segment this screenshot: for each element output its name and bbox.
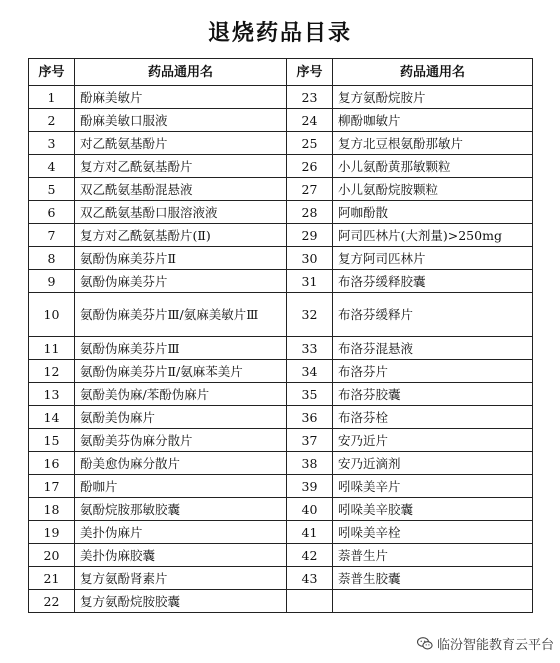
drug-table — [28, 58, 533, 613]
left-name-cell: 对乙酰氨基酚片 — [75, 132, 287, 155]
table-row — [29, 132, 533, 155]
watermark-text: 临汾智能教育云平台 — [436, 638, 554, 653]
right-num-cell: 37 — [287, 429, 333, 452]
right-num-cell: 36 — [287, 406, 333, 429]
right-num-cell: 42 — [287, 544, 333, 567]
table-row — [29, 293, 533, 337]
header-name-right: 药品通用名 — [333, 59, 533, 86]
table-row — [29, 567, 533, 590]
left-name-cell: 复方对乙酰氨基酚片(Ⅱ) — [75, 224, 287, 247]
right-num-cell: 43 — [287, 567, 333, 590]
left-name-cell: 复方氨酚烷胺胶囊 — [75, 590, 287, 613]
table-row — [29, 498, 533, 521]
table-row — [29, 544, 533, 567]
right-num-cell: 38 — [287, 452, 333, 475]
table-row — [29, 109, 533, 132]
left-name-cell: 氨酚美伪麻片 — [75, 406, 287, 429]
table-row — [29, 475, 533, 498]
table-row — [29, 360, 533, 383]
left-num-cell: 16 — [29, 452, 75, 475]
right-name-cell: 吲哚美辛栓 — [333, 521, 533, 544]
table-row — [29, 383, 533, 406]
table-row — [29, 270, 533, 293]
table-row — [29, 247, 533, 270]
right-name-cell: 柳酚咖敏片 — [333, 109, 533, 132]
table-row — [29, 406, 533, 429]
left-name-cell: 双乙酰氨基酚混悬液 — [75, 178, 287, 201]
right-num-cell: 33 — [287, 337, 333, 360]
right-num-cell: 29 — [287, 224, 333, 247]
right-name-cell: 小儿氨酚烷胺颗粒 — [333, 178, 533, 201]
left-num-cell: 21 — [29, 567, 75, 590]
right-num-cell: 28 — [287, 201, 333, 224]
right-name-cell: 布洛芬缓释胶囊 — [333, 270, 533, 293]
table-row — [29, 155, 533, 178]
right-name-cell: 复方北豆根氨酚那敏片 — [333, 132, 533, 155]
left-name-cell: 酚美愈伪麻分散片 — [75, 452, 287, 475]
left-num-cell: 11 — [29, 337, 75, 360]
left-num-cell: 3 — [29, 132, 75, 155]
left-num-cell: 18 — [29, 498, 75, 521]
right-num-cell: 30 — [287, 247, 333, 270]
left-name-cell: 酚咖片 — [75, 475, 287, 498]
left-num-cell: 20 — [29, 544, 75, 567]
right-num-cell: 23 — [287, 86, 333, 109]
right-name-cell: 萘普生片 — [333, 544, 533, 567]
left-num-cell: 9 — [29, 270, 75, 293]
table-header-row — [29, 59, 533, 86]
header-num-left: 序号 — [29, 59, 75, 86]
table-row — [29, 429, 533, 452]
page-title: 退烧药品目录 — [207, 20, 352, 46]
right-num-cell — [287, 590, 333, 613]
left-name-cell: 氨酚烷胺那敏胶囊 — [75, 498, 287, 521]
left-num-cell: 5 — [29, 178, 75, 201]
left-name-cell: 复方氨酚肾素片 — [75, 567, 287, 590]
right-num-cell: 25 — [287, 132, 333, 155]
right-name-cell: 布洛芬混悬液 — [333, 337, 533, 360]
left-name-cell: 酚麻美敏片 — [75, 86, 287, 109]
left-name-cell: 氨酚伪麻美芬片Ⅲ/氨麻美敏片Ⅲ — [75, 293, 287, 337]
left-num-cell: 22 — [29, 590, 75, 613]
left-name-cell: 氨酚美芬伪麻分散片 — [75, 429, 287, 452]
right-name-cell: 萘普生胶囊 — [333, 567, 533, 590]
right-name-cell: 吲哚美辛胶囊 — [333, 498, 533, 521]
right-num-cell: 32 — [287, 293, 333, 337]
table-row — [29, 590, 533, 613]
watermark — [417, 634, 554, 653]
right-name-cell: 复方氨酚烷胺片 — [333, 86, 533, 109]
left-name-cell: 美扑伪麻胶囊 — [75, 544, 287, 567]
right-name-cell — [333, 590, 533, 613]
right-num-cell: 40 — [287, 498, 333, 521]
left-num-cell: 14 — [29, 406, 75, 429]
right-name-cell: 复方阿司匹林片 — [333, 247, 533, 270]
left-num-cell: 10 — [29, 293, 75, 337]
left-num-cell: 2 — [29, 109, 75, 132]
right-name-cell: 安乃近滴剂 — [333, 452, 533, 475]
left-num-cell: 4 — [29, 155, 75, 178]
left-name-cell: 复方对乙酰氨基酚片 — [75, 155, 287, 178]
left-num-cell: 19 — [29, 521, 75, 544]
right-name-cell: 布洛芬片 — [333, 360, 533, 383]
left-num-cell: 15 — [29, 429, 75, 452]
left-num-cell: 8 — [29, 247, 75, 270]
right-name-cell: 布洛芬胶囊 — [333, 383, 533, 406]
right-name-cell: 布洛芬栓 — [333, 406, 533, 429]
left-name-cell: 美扑伪麻片 — [75, 521, 287, 544]
left-num-cell: 1 — [29, 86, 75, 109]
wechat-icon — [417, 637, 433, 650]
right-num-cell: 26 — [287, 155, 333, 178]
right-num-cell: 35 — [287, 383, 333, 406]
right-name-cell: 安乃近片 — [333, 429, 533, 452]
right-name-cell: 阿咖酚散 — [333, 201, 533, 224]
table-body — [29, 86, 533, 613]
left-num-cell: 12 — [29, 360, 75, 383]
left-num-cell: 6 — [29, 201, 75, 224]
left-name-cell: 氨酚伪麻美芬片Ⅱ/氨麻苯美片 — [75, 360, 287, 383]
right-num-cell: 27 — [287, 178, 333, 201]
right-num-cell: 41 — [287, 521, 333, 544]
right-num-cell: 39 — [287, 475, 333, 498]
right-num-cell: 31 — [287, 270, 333, 293]
left-name-cell: 氨酚伪麻美芬片Ⅲ — [75, 337, 287, 360]
right-name-cell: 小儿氨酚黄那敏颗粒 — [333, 155, 533, 178]
table-row — [29, 86, 533, 109]
left-name-cell: 双乙酰氨基酚口服溶液液 — [75, 201, 287, 224]
table-row — [29, 201, 533, 224]
left-name-cell: 氨酚美伪麻/苯酚伪麻片 — [75, 383, 287, 406]
table-row — [29, 521, 533, 544]
left-name-cell: 氨酚伪麻美芬片Ⅱ — [75, 247, 287, 270]
table-row — [29, 337, 533, 360]
right-num-cell: 24 — [287, 109, 333, 132]
table-row — [29, 224, 533, 247]
table-row — [29, 452, 533, 475]
left-name-cell: 氨酚伪麻美芬片 — [75, 270, 287, 293]
header-num-right: 序号 — [287, 59, 333, 86]
right-name-cell: 吲哚美辛片 — [333, 475, 533, 498]
right-num-cell: 34 — [287, 360, 333, 383]
table-row — [29, 178, 533, 201]
right-name-cell: 阿司匹林片(大剂量)>250mg — [333, 224, 533, 247]
right-name-cell: 布洛芬缓释片 — [333, 293, 533, 337]
left-num-cell: 13 — [29, 383, 75, 406]
left-num-cell: 17 — [29, 475, 75, 498]
left-num-cell: 7 — [29, 224, 75, 247]
left-name-cell: 酚麻美敏口服液 — [75, 109, 287, 132]
header-name-left: 药品通用名 — [75, 59, 287, 86]
